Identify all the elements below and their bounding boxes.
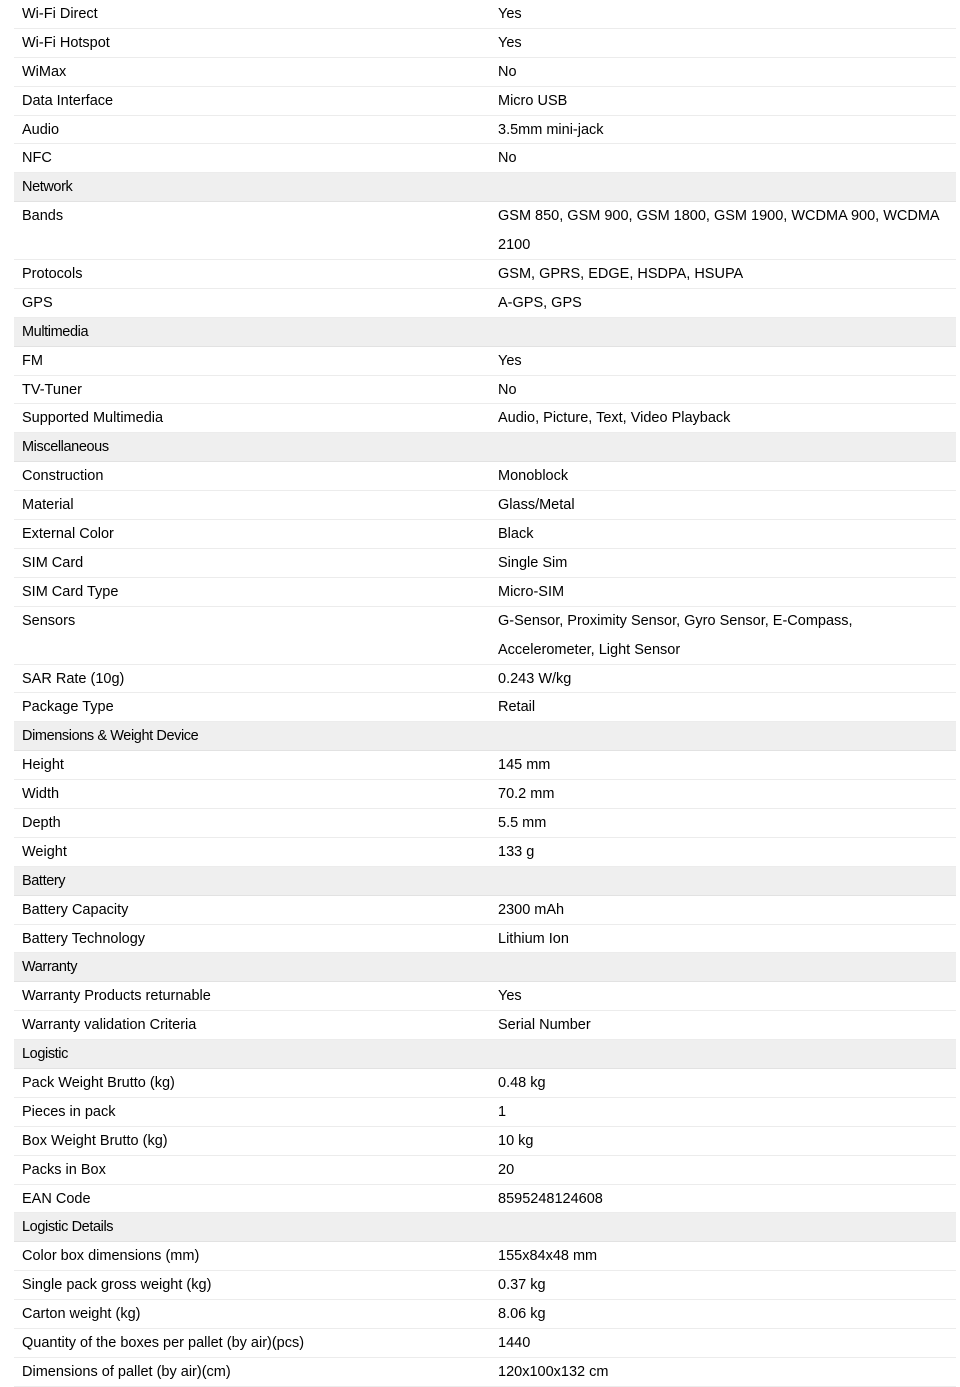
spec-value: No [498, 150, 517, 167]
spec-value: 2300 mAh [498, 901, 565, 918]
spec-label: Packs in Box [22, 1161, 106, 1178]
spec-value: 120x100x132 cm [498, 1363, 609, 1380]
spec-row [14, 1271, 956, 1300]
spec-value: GSM 850, GSM 900, GSM 1800, GSM 1900, WCDMA 900, WCDMA 2100 [498, 208, 939, 254]
spec-label: Color box dimensions (mm) [22, 1248, 200, 1265]
section-header [14, 318, 956, 347]
section-title: Network [22, 179, 73, 196]
spec-label: EAN Code [22, 1190, 91, 1207]
spec-label: Single pack gross weight (kg) [22, 1277, 212, 1294]
spec-row [14, 838, 956, 867]
spec-label: Pack Weight Brutto (kg) [22, 1074, 175, 1091]
spec-row [14, 1069, 956, 1098]
spec-label: Data Interface [22, 92, 114, 109]
spec-value: 3.5mm mini-jack [498, 121, 604, 138]
spec-label: Quantity of the boxes per pallet (by air)(pcs) [22, 1335, 305, 1351]
spec-row [14, 1098, 956, 1127]
spec-value: Audio, Picture, Text, Video Playback [498, 410, 731, 427]
spec-label: WiMax [22, 63, 67, 80]
section-title: Warranty [22, 959, 78, 976]
spec-row [14, 1300, 956, 1329]
spec-label: Wi-Fi Direct [22, 6, 98, 22]
spec-value: 0.37 kg [498, 1277, 546, 1294]
section-title: Logistic [22, 1046, 68, 1063]
spec-label: Sensors [22, 612, 76, 629]
spec-label: TV-Tuner [22, 381, 82, 398]
spec-value: Glass/Metal [498, 497, 575, 514]
spec-label: Width [22, 786, 60, 803]
spec-label: Battery Capacity [22, 901, 129, 918]
spec-row [14, 693, 956, 722]
spec-row [14, 1329, 956, 1358]
spec-row [14, 751, 956, 780]
spec-label: GPS [22, 294, 53, 311]
spec-value: 155x84x48 mm [498, 1248, 598, 1265]
spec-label: NFC [22, 150, 52, 167]
spec-label: Carton weight (kg) [22, 1306, 141, 1323]
spec-row [14, 347, 956, 376]
spec-label: Weight [22, 843, 67, 860]
spec-row [14, 58, 956, 87]
section-header [14, 867, 956, 896]
section-title: Battery [22, 872, 66, 889]
section-header [14, 433, 956, 462]
spec-value: 0.243 W/kg [498, 670, 572, 687]
spec-value: 20 [498, 1161, 515, 1178]
spec-value: No [498, 381, 517, 398]
spec-row [14, 1127, 956, 1156]
spec-label: Box Weight Brutto (kg) [22, 1132, 168, 1149]
section-header [14, 1213, 956, 1242]
spec-value: Yes [498, 352, 522, 369]
spec-row [14, 1358, 956, 1387]
spec-row [14, 1156, 956, 1185]
spec-label: Supported Multimedia [22, 410, 164, 427]
spec-value: 8595248124608 [498, 1190, 603, 1207]
spec-value: A-GPS, GPS [498, 294, 582, 311]
spec-label: Bands [22, 208, 64, 225]
spec-row [14, 404, 956, 433]
section-header [14, 1040, 956, 1069]
spec-label: Wi-Fi Hotspot [22, 34, 110, 51]
section-header [14, 722, 956, 751]
spec-row [14, 982, 956, 1011]
spec-value: 0.48 kg [498, 1074, 546, 1091]
spec-label: SAR Rate (10g) [22, 670, 125, 687]
spec-label: Construction [22, 468, 104, 485]
spec-value: No [498, 63, 517, 80]
spec-row [14, 491, 956, 520]
spec-row [14, 780, 956, 809]
spec-value: 10 kg [498, 1132, 534, 1149]
spec-row [14, 202, 956, 260]
spec-row [14, 0, 956, 29]
spec-value: 1440 [498, 1335, 531, 1351]
spec-table [14, 0, 956, 1387]
spec-label: Warranty validation Criteria [22, 1017, 197, 1034]
section-title: Miscellaneous [22, 439, 109, 456]
spec-row [14, 29, 956, 58]
spec-row [14, 607, 956, 665]
spec-row [14, 1185, 956, 1214]
spec-row [14, 376, 956, 405]
spec-label: Battery Technology [22, 930, 146, 947]
spec-label: SIM Card Type [22, 583, 119, 600]
spec-value: Serial Number [498, 1017, 591, 1034]
spec-value: Lithium Ion [498, 930, 569, 947]
spec-value: 5.5 mm [498, 814, 547, 831]
spec-row [14, 1011, 956, 1040]
spec-row [14, 144, 956, 173]
spec-label: FM [22, 352, 43, 369]
spec-label: Depth [22, 814, 61, 831]
spec-row [14, 462, 956, 491]
spec-row [14, 578, 956, 607]
spec-row [14, 809, 956, 838]
spec-value: Black [498, 526, 534, 543]
spec-label: Audio [22, 121, 60, 138]
spec-row [14, 289, 956, 318]
section-title: Dimensions & Weight Device [22, 728, 199, 745]
spec-value: 1 [498, 1103, 507, 1120]
spec-row [14, 260, 956, 289]
spec-value: Retail [498, 699, 536, 716]
section-title: Logistic Details [22, 1219, 114, 1236]
spec-label: Dimensions of pallet (by air)(cm) [22, 1363, 231, 1380]
spec-value: Monoblock [498, 468, 569, 485]
spec-value: Single Sim [498, 554, 568, 571]
spec-value: GSM, GPRS, EDGE, HSDPA, HSUPA [498, 266, 744, 283]
spec-label: Warranty Products returnable [22, 988, 211, 1005]
spec-value: 8.06 kg [498, 1306, 546, 1323]
section-title: Multimedia [22, 323, 89, 340]
spec-row [14, 520, 956, 549]
spec-label: Material [22, 497, 74, 514]
spec-row [14, 116, 956, 145]
spec-row [14, 87, 956, 116]
spec-label: Package Type [22, 699, 114, 716]
spec-value: 70.2 mm [498, 786, 555, 803]
spec-label: SIM Card [22, 554, 84, 571]
spec-value: G-Sensor, Proximity Sensor, Gyro Sensor, E-Compass, Accelerometer, Light Sensor [498, 612, 853, 658]
section-header [14, 953, 956, 982]
spec-label: Protocols [22, 266, 83, 283]
spec-value: Yes [498, 6, 522, 22]
spec-label: Pieces in pack [22, 1103, 116, 1120]
spec-value: 145 mm [498, 757, 551, 774]
section-header [14, 173, 956, 202]
spec-label: External Color [22, 526, 114, 543]
spec-value: Yes [498, 988, 522, 1005]
spec-value: Micro USB [498, 92, 568, 109]
spec-value: 133 g [498, 843, 535, 860]
spec-row [14, 549, 956, 578]
spec-row [14, 925, 956, 954]
spec-label: Height [22, 757, 64, 774]
spec-row [14, 1242, 956, 1271]
spec-row [14, 665, 956, 694]
spec-row [14, 896, 956, 925]
spec-value: Micro-SIM [498, 583, 565, 600]
spec-value: Yes [498, 34, 522, 51]
